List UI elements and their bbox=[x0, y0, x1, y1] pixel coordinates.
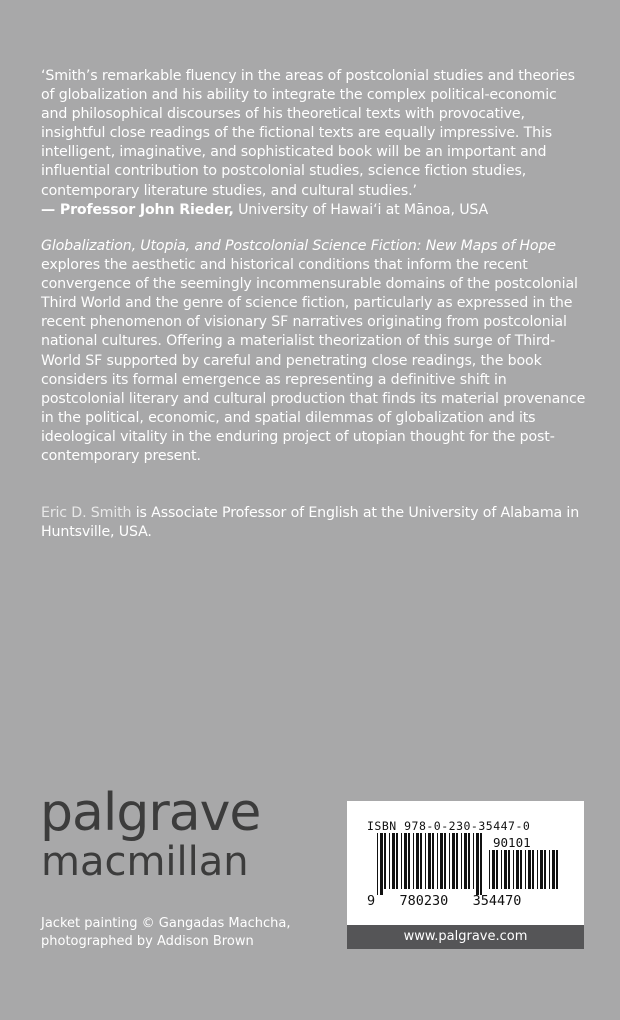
barcode-bar bbox=[480, 833, 482, 895]
barcode-bar bbox=[440, 833, 443, 889]
barcode-bar bbox=[528, 850, 531, 889]
barcode-panel bbox=[347, 801, 584, 949]
barcode-bar bbox=[464, 833, 467, 889]
barcode-bar bbox=[380, 833, 383, 895]
quote-attribution-name: — Professor John Rieder, bbox=[41, 201, 234, 218]
addon-digits: 90101 bbox=[493, 835, 531, 850]
endorsement-quote bbox=[41, 67, 586, 220]
barcode-bar bbox=[508, 850, 510, 889]
quote-text: ‘Smith’s remarkable fluency in the areas of postcolonial studies and theories of globalization and his ability to integrate the complex political-economic and philosophical discourses of his theoretical texts with provocative, insightful close readings of the fictional texts are equally impressive. This intelligent, imaginative, and sophisticated book will be an important and influential contribution to postcolonial studies, science fiction studies, contemporary literature studies, and cultural studies.’ bbox=[41, 68, 575, 199]
barcode-bar bbox=[496, 850, 498, 889]
jacket-credit bbox=[41, 915, 290, 951]
barcode-bar bbox=[408, 833, 410, 889]
logo-line-palgrave: palgrave bbox=[40, 783, 261, 843]
barcode-bar bbox=[504, 850, 507, 889]
description-body: explores the aesthetic and historical conditions that inform the recent convergence of the seemingly incommensurable domains of the postcolonial Third World and the genre of science fiction, particularly as expressed in the recent phenomenon of visionary SF narratives originating from postcolonial national cultures. Offering a materialist theorization of this surge of Third-World SF supported by careful and penetrating close readings, the book considers its formal emergence as representing a definitive shift in postcolonial literary and cultural production that finds its material provenance in the political, economic, and spatial dilemmas of globalization and its ideological vitality in the enduring project of utopian thought for the post-contemporary present. bbox=[41, 257, 586, 465]
barcode-bar bbox=[425, 833, 426, 889]
barcode-bar bbox=[428, 833, 431, 889]
barcode-bar bbox=[404, 833, 407, 889]
barcode-bar bbox=[544, 850, 546, 889]
credit-line-2: photographed by Addison Brown bbox=[41, 934, 254, 949]
barcode-bar bbox=[416, 833, 419, 889]
barcode-bar bbox=[540, 850, 543, 889]
barcode-bar bbox=[520, 850, 522, 889]
author-bio bbox=[41, 504, 586, 542]
barcode-bar bbox=[396, 833, 398, 889]
barcode-bar bbox=[473, 833, 474, 889]
publisher-url[interactable]: www.palgrave.com bbox=[347, 925, 584, 949]
author-name: Eric D. Smith bbox=[41, 505, 132, 521]
barcode-bar bbox=[552, 850, 555, 889]
barcode-bar bbox=[389, 833, 390, 889]
barcode-bar bbox=[489, 850, 490, 889]
barcode-bar bbox=[392, 833, 395, 889]
publisher-logo bbox=[40, 783, 261, 885]
barcode-bar bbox=[501, 850, 502, 889]
quote-attribution-affiliation: University of Hawai‘i at Mānoa, USA bbox=[238, 201, 489, 218]
barcode-bar bbox=[456, 833, 458, 889]
barcode-bar bbox=[377, 833, 378, 895]
barcode-bar bbox=[525, 850, 526, 889]
ean-digits: 9 780230 354470 bbox=[367, 893, 522, 909]
barcode-bar bbox=[556, 850, 558, 889]
barcode-bar bbox=[513, 850, 514, 889]
logo-line-macmillan: macmillan bbox=[41, 839, 249, 885]
barcode-bar bbox=[413, 833, 414, 889]
barcode-bar bbox=[476, 833, 479, 895]
barcode-bar bbox=[384, 833, 386, 889]
barcode-bar bbox=[432, 833, 434, 889]
barcode-bar bbox=[492, 850, 495, 889]
book-description bbox=[41, 237, 586, 466]
barcode-bar bbox=[532, 850, 534, 889]
barcode-bar bbox=[516, 850, 519, 889]
barcode-bar bbox=[444, 833, 446, 889]
isbn-label: ISBN 978-0-230-35447-0 bbox=[367, 819, 531, 833]
barcode-bar bbox=[468, 833, 470, 889]
author-bio-text: is Associate Professor of English at the University of Alabama in Huntsville, USA. bbox=[41, 505, 580, 541]
barcode-bar bbox=[401, 833, 402, 889]
barcode-bar bbox=[437, 833, 438, 889]
credit-line-1: Jacket painting © Gangadas Machcha, bbox=[41, 916, 291, 931]
barcode-bar bbox=[461, 833, 462, 889]
barcode-bar bbox=[449, 833, 450, 889]
barcode-bar bbox=[537, 850, 538, 889]
barcode-bar bbox=[549, 850, 550, 889]
barcode-bar bbox=[452, 833, 455, 889]
book-title: Globalization, Utopia, and Postcolonial Science Fiction: New Maps of Hope bbox=[41, 238, 556, 254]
barcode-bar bbox=[420, 833, 422, 889]
ean-barcode-bars bbox=[377, 833, 482, 895]
addon-barcode-bars bbox=[489, 850, 558, 889]
barcode-graphic bbox=[347, 801, 584, 925]
